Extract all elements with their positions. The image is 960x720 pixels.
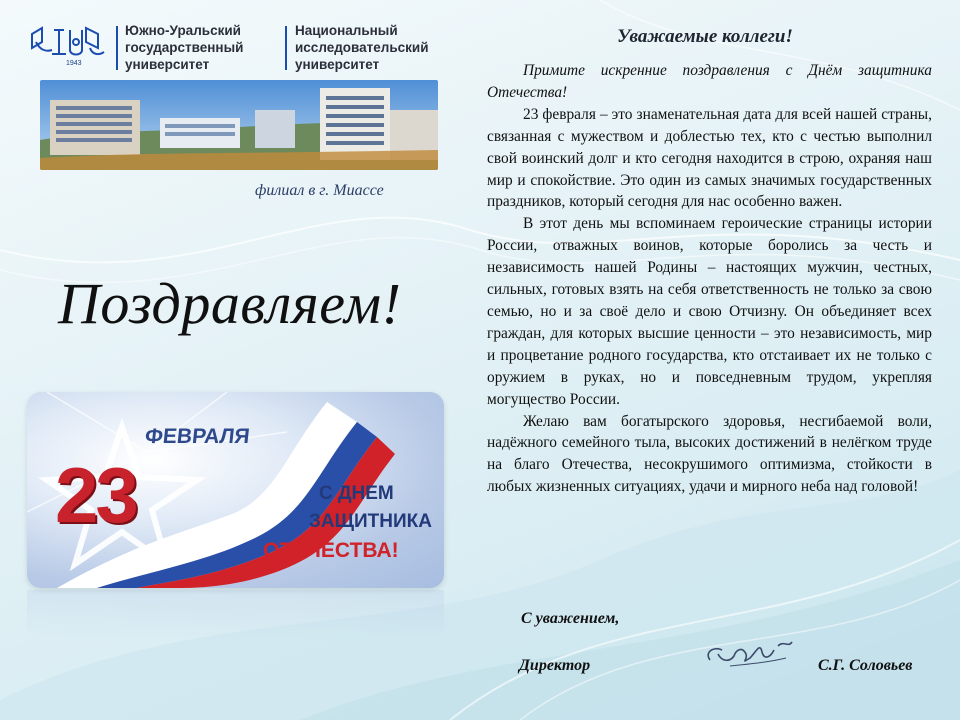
congrats-heading: Поздравляем! bbox=[58, 271, 402, 336]
university-logo bbox=[28, 18, 458, 74]
handwritten-signature-icon bbox=[700, 632, 800, 676]
letter-body bbox=[487, 60, 932, 498]
letter-paragraph: Желаю вам богатырского здоровья, несгибаемой воли, надёжного семейного тыла, высоких достижений в нелёгком труде на благо Отечества, несокрушимого оптимизма, стойкости в любых жизненных ситуациях, удачи и мирного неба над головой! bbox=[487, 412, 932, 496]
university-name: Южно-Уральский государственный университет bbox=[125, 23, 244, 72]
campus-photo bbox=[40, 80, 438, 170]
branch-caption: филиал в г. Миассе bbox=[255, 182, 384, 199]
logo-divider bbox=[285, 26, 287, 70]
card-line-3: ОТЕЧЕСТВА! bbox=[263, 539, 399, 562]
regards-text: С уважением, bbox=[521, 610, 620, 627]
holiday-card bbox=[27, 392, 444, 588]
card-day: 23 bbox=[55, 451, 136, 539]
letter-greeting: Уважаемые коллеги! bbox=[617, 26, 793, 47]
card-line-1: С ДНЕМ bbox=[319, 483, 394, 504]
card-line-2: ЗАЩИТНИКА bbox=[309, 511, 432, 532]
letter-paragraph: Примите искренние поздравления с Днём защитника Отечества! bbox=[487, 62, 932, 101]
founded-year: 1943 bbox=[66, 60, 82, 67]
signer-name: С.Г. Соловьев bbox=[818, 657, 913, 674]
letter-paragraph: 23 февраля – это знаменательная дата для всей нашей страны, связанная с мужеством и доблестью тех, кто с честью выполнил свой воинский долг и кто сегодня находится в строю, охраняя наш мир и спокойствие. Это один из самых значимых государственных праздников, который сегодня для нас особенно важен. bbox=[487, 105, 932, 211]
signer-position: Директор bbox=[519, 657, 591, 674]
card-reflection bbox=[27, 590, 444, 640]
letter-paragraph: В этот день мы вспоминаем героические страницы истории России, отважных воинов, которые боролись за честь и независимость нашей Родины – настоящих мужчин, честных, сильных, готовых взять на себя ответственность не только за свою семью, но и за своё дело и свою Отчизну. Он объединяет всех граждан, для которых высшие ценности – это независимость, мир и процветание родного государства, кто отстаивает их не только с оружием в руках, но и повседневным трудом, укрепляя могущество России. bbox=[487, 215, 932, 408]
university-status: Национальный исследовательский университет bbox=[295, 23, 429, 72]
card-month: ФЕВРАЛЯ bbox=[143, 425, 251, 448]
logo-divider bbox=[116, 26, 118, 70]
